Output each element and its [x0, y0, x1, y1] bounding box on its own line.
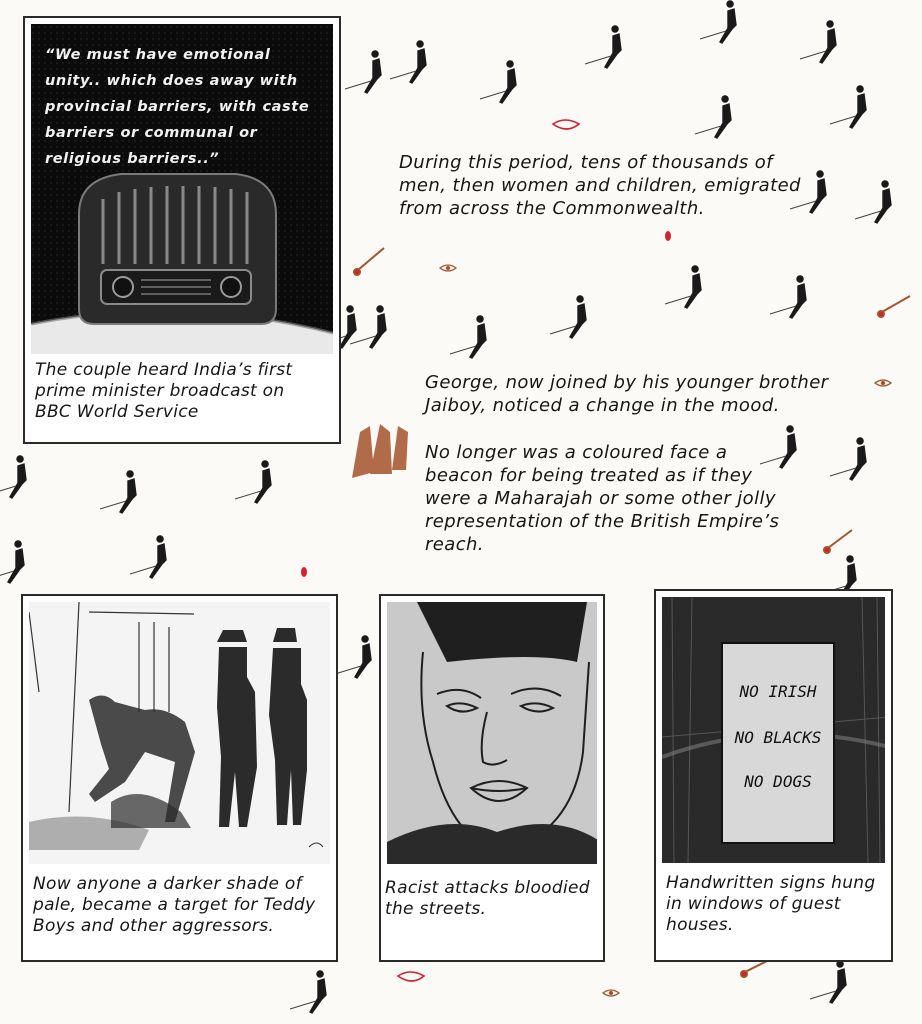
walking-figure-doodle [830, 961, 846, 1003]
radio-caption: The couple heard India’s first prime minister broadcast on BBC World Service [35, 360, 293, 422]
blood-drop [665, 231, 671, 241]
walking-figure-doodle [605, 26, 621, 68]
walking-figure-doodle [715, 96, 731, 138]
walking-figure-doodle [120, 471, 136, 513]
walking-figure-doodle [500, 61, 516, 103]
teddy-boys-caption: Now anyone a darker shade of pale, became a target for Teddy Boys and other aggressors. [33, 874, 316, 936]
walking-figure-doodle [8, 541, 24, 583]
signs-panel [654, 589, 893, 962]
street-attack-illustration [29, 602, 330, 864]
walking-figure-doodle [790, 276, 806, 318]
radio-panel [23, 16, 341, 444]
sign-text-line: NO BLACKS [734, 728, 822, 747]
walking-figure-doodle [685, 266, 701, 308]
radio-illustration [31, 24, 333, 354]
walking-figure-doodle [850, 438, 866, 480]
lips-doodle [398, 972, 424, 981]
signs-caption: Handwritten signs hung in windows of guest houses. [666, 873, 876, 935]
walking-figure-doodle [875, 181, 891, 223]
walking-figure-doodle [410, 41, 426, 83]
face-illustration [387, 602, 597, 864]
rust-buildings-doodle [352, 424, 408, 478]
face-caption: Racist attacks bloodied the streets. [385, 878, 590, 919]
walking-figure-doodle [720, 1, 736, 43]
lips-doodle [553, 120, 579, 129]
walking-figure-doodle [10, 456, 26, 498]
mood-narration: George, now joined by his younger brother Jaiboy, noticed a change in the mood. [425, 372, 829, 416]
walking-figure-doodle [255, 461, 271, 503]
face-panel [379, 594, 605, 962]
walking-figure-doodle [820, 21, 836, 63]
nehru-quote: “We must have emotional unity.. which does away with provincial barriers, with caste barriers or communal or religious barriers..” [45, 47, 310, 167]
walking-figure-doodle [810, 171, 826, 213]
walking-figure-doodle [365, 51, 381, 93]
walking-figure-doodle [340, 306, 356, 348]
maharajah-narration: No longer was a coloured face a beacon for being treated as if they were a Maharajah or some other jolly representation of the British Empire’s reach. [425, 442, 780, 555]
radio-icon [79, 174, 276, 324]
walking-figure-doodle [370, 306, 386, 348]
teddy-boys-panel [21, 594, 338, 962]
walking-figure-doodle [355, 636, 371, 678]
sign-text-line: NO DOGS [744, 772, 812, 791]
walking-figure-doodle [570, 296, 586, 338]
walking-figure-doodle [850, 86, 866, 128]
walking-figure-doodle [470, 316, 486, 358]
window-sign-illustration [662, 597, 885, 863]
sign-text-line: NO IRISH [739, 682, 817, 701]
walking-figure-doodle [310, 971, 326, 1013]
blood-drop [301, 567, 307, 577]
walking-figure-doodle [150, 536, 166, 578]
emigration-narration: During this period, tens of thousands of men, then women and children, emigrated from across the Commonwealth. [399, 152, 801, 219]
